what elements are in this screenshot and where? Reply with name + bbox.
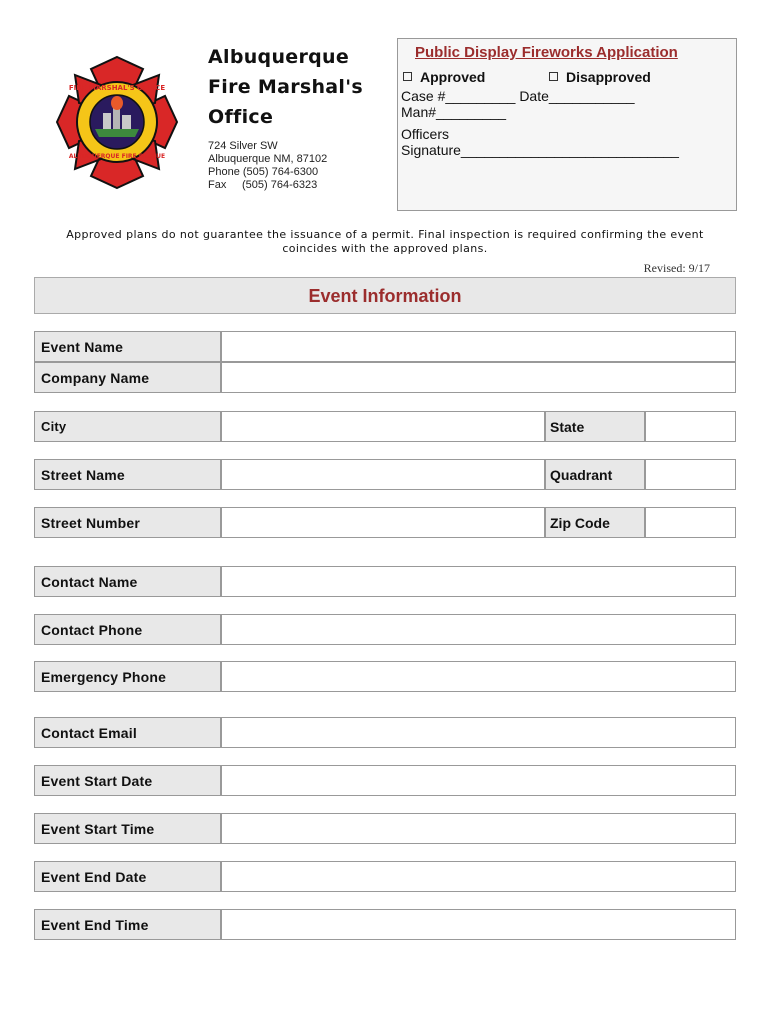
revised-date: Revised: 9/17 [643,261,710,275]
emergency-phone-field[interactable] [221,661,736,692]
logo-top-text: FIRE MARSHAL'S OFFICE [68,84,166,92]
approved-checkbox[interactable] [403,69,485,85]
event-start-time-label: Event Start Time [34,813,221,844]
street-number-row [34,507,736,538]
disapproved-label: Disapproved [566,69,651,85]
fax-line [208,179,388,192]
event-end-time-label: Event End Time [34,909,221,940]
event-start-time-field[interactable] [221,813,736,844]
contact-name-row [34,566,736,597]
contact-phone-field[interactable] [221,614,736,645]
event-name-label: Event Name [34,331,221,362]
company-name-row [34,362,736,393]
zip-code-label: Zip Code [545,507,645,538]
street-number-field[interactable] [221,507,545,538]
disapproved-box-icon [549,72,558,81]
org-name-line-2: Fire Marshal's [208,76,363,98]
phone-line [208,166,388,179]
street-name-row [34,459,736,490]
event-information-header: Event Information [34,277,736,314]
contact-email-row [34,717,736,748]
state-field[interactable] [645,411,736,442]
man-number-line: Man#_________ [401,104,507,120]
office-use-box [397,38,737,211]
street-name-field[interactable] [221,459,545,490]
phone-label: Phone [208,166,240,178]
contact-email-label: Contact Email [34,717,221,748]
org-address [208,140,388,192]
event-end-date-row [34,861,736,892]
approved-label: Approved [420,69,486,85]
zip-code-field[interactable] [645,507,736,538]
event-name-field[interactable] [221,331,736,362]
phone-number: (505) 764-6300 [242,166,319,178]
approved-box-icon [403,72,412,81]
event-start-date-row [34,765,736,796]
company-name-field[interactable] [221,362,736,393]
event-start-date-field[interactable] [221,765,736,796]
event-name-row [34,331,736,362]
street-name-label: Street Name [34,459,221,490]
quadrant-field[interactable] [645,459,736,490]
officers-line: Officers [401,126,449,142]
contact-phone-row [34,614,736,645]
event-end-date-label: Event End Date [34,861,221,892]
contact-name-field[interactable] [221,566,736,597]
case-date-line: Case #_________ Date___________ [401,88,635,104]
event-start-date-label: Event Start Date [34,765,221,796]
event-end-time-field[interactable] [221,909,736,940]
org-name-line-3: Office [208,106,274,128]
organization-block [208,42,388,192]
city-field[interactable] [221,411,545,442]
logo-bottom-text: ALBUQUERQUE FIRE RESCUE [68,153,166,160]
disapproved-checkbox[interactable] [549,69,651,85]
quadrant-label: Quadrant [545,459,645,490]
emergency-phone-label: Emergency Phone [34,661,221,692]
contact-phone-label: Contact Phone [34,614,221,645]
event-start-time-row [34,813,736,844]
org-name-line-1: Albuquerque [208,46,350,68]
signature-line: Signature____________________________ [401,142,679,158]
emergency-phone-row [34,661,736,692]
state-label: State [545,411,645,442]
event-end-date-field[interactable] [221,861,736,892]
approval-notice: Approved plans do not guarantee the issuance of a permit. Final inspection is required confirming the event coincides with the approved plans. [66,228,704,255]
street-number-label: Street Number [34,507,221,538]
application-title: Public Display Fireworks Application [415,44,678,61]
contact-name-label: Contact Name [34,566,221,597]
address-line-2: Albuquerque NM, 87102 [208,153,328,165]
fax-label: Fax [208,179,227,191]
contact-email-field[interactable] [221,717,736,748]
company-name-label: Company Name [34,362,221,393]
city-state-row [34,411,736,442]
city-label: City [34,411,221,442]
address-line-1: 724 Silver SW [208,140,278,152]
fax-number: (505) 764-6323 [242,179,318,191]
event-end-time-row [34,909,736,940]
fire-marshal-logo [55,55,180,190]
